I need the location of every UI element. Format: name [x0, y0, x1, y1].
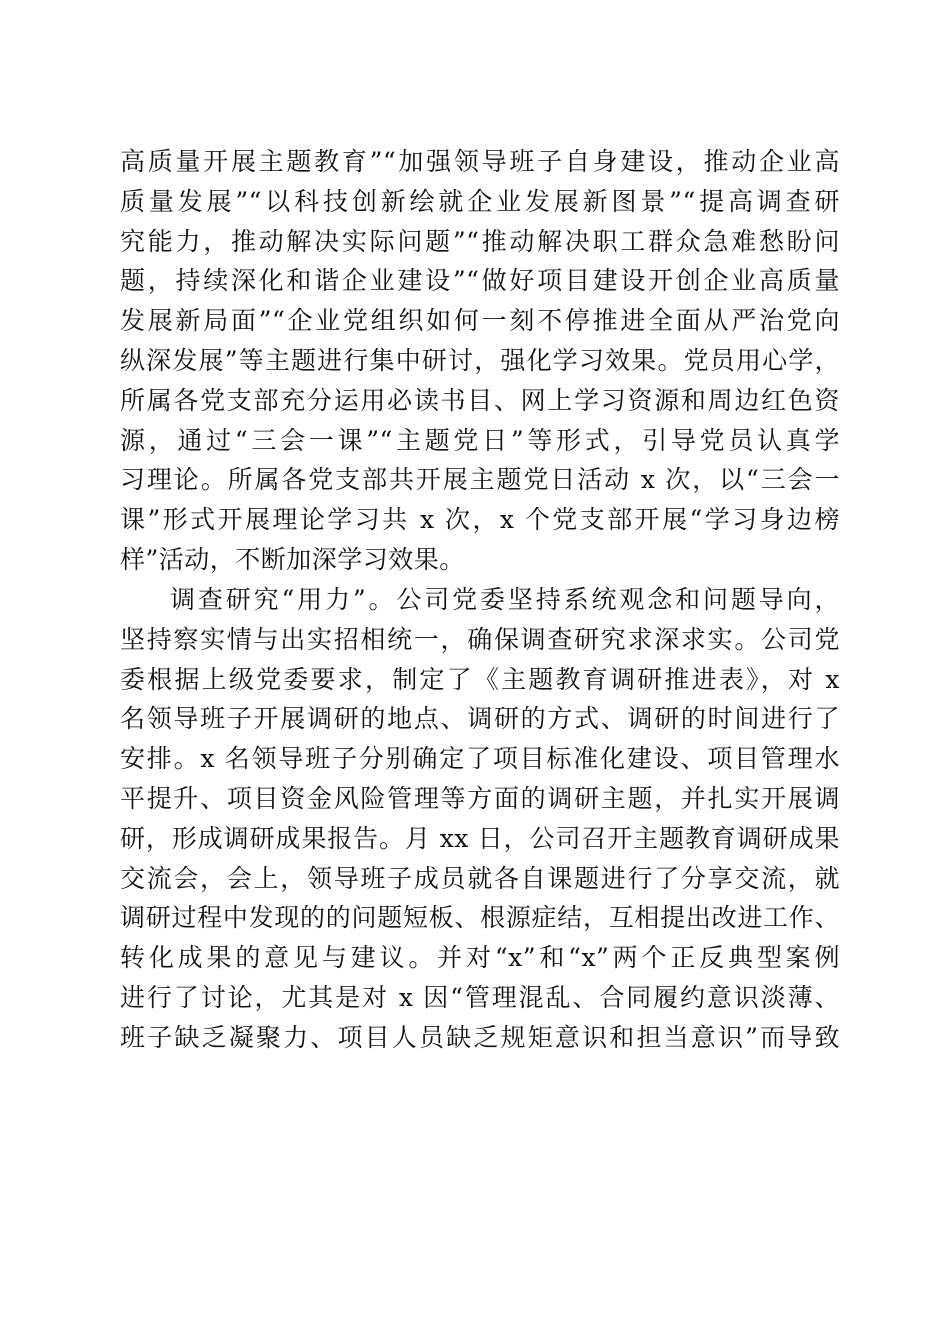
- text-line: 研，形成调研成果报告。月 xx 日，公司召开主题教育调研成果: [120, 823, 840, 853]
- text-line: 高质量开展主题教育”“加强领导班子自身建设，推动企业高: [120, 147, 840, 176]
- text-line: 调研过程中发现的的问题短板、根源症结，互相提出改进工作、: [120, 903, 840, 933]
- text-line: 发展新局面”“企业党组织如何一刻不停推进全面从严治党向: [120, 306, 840, 336]
- text-line: 平提升、项目资金风险管理等方面的调研主题，并扎实开展调: [120, 783, 840, 813]
- text-line: 班子缺乏凝聚力、项目人员缺乏规矩意识和担当意识”而导致: [120, 1022, 840, 1052]
- text-line: 题，持续深化和谐企业建设”“做好项目建设开创企业高质量: [120, 266, 840, 296]
- text-line: 纵深发展”等主题进行集中研讨，强化学习效果。党员用心学，: [120, 345, 840, 375]
- text-line: 转化成果的意见与建议。并对“x”和“x”两个正反典型案例: [120, 943, 840, 973]
- text-line: 安排。x 名领导班子分别确定了项目标准化建设、项目管理水: [120, 744, 840, 774]
- text-line: 交流会，会上，领导班子成员就各自课题进行了分享交流，就: [120, 863, 840, 893]
- text-line: 质量发展”“以科技创新绘就企业发展新图景”“提高调查研: [120, 186, 840, 216]
- text-line: 坚持察实情与出实招相统一，确保调查研究求深求实。公司党: [120, 624, 840, 654]
- text-line: 委根据上级党委要求，制定了《主题教育调研推进表》，对 x: [120, 664, 840, 694]
- paragraph-research: [120, 580, 840, 1058]
- text-line-first: 调查研究“用力”。公司党委坚持系统观念和问题导向，: [170, 585, 840, 614]
- text-line: 名领导班子开展调研的地点、调研的方式、调研的时间进行了: [120, 704, 840, 734]
- text-line: 进行了讨论，尤其是对 x 因“管理混乱、合同履约意识淡薄、: [120, 982, 840, 1012]
- text-line: 所属各党支部充分运用必读书目、网上学习资源和周边红色资: [120, 385, 840, 415]
- text-line: 究能力，推动解决实际问题”“推动解决职工群众急难愁盼问: [120, 226, 840, 256]
- text-line: 样”活动，不断加深学习效果。: [120, 544, 465, 574]
- text-line: 源，通过“三会一课”“主题党日”等形式，引导党员认真学: [120, 425, 840, 455]
- text-line: 课”形式开展理论学习共 x 次，x 个党支部开展“学习身边榜: [120, 505, 840, 535]
- paragraph-study-theme: [120, 142, 840, 580]
- text-line: 习理论。所属各党支部共开展主题党日活动 x 次，以“三会一: [120, 465, 840, 495]
